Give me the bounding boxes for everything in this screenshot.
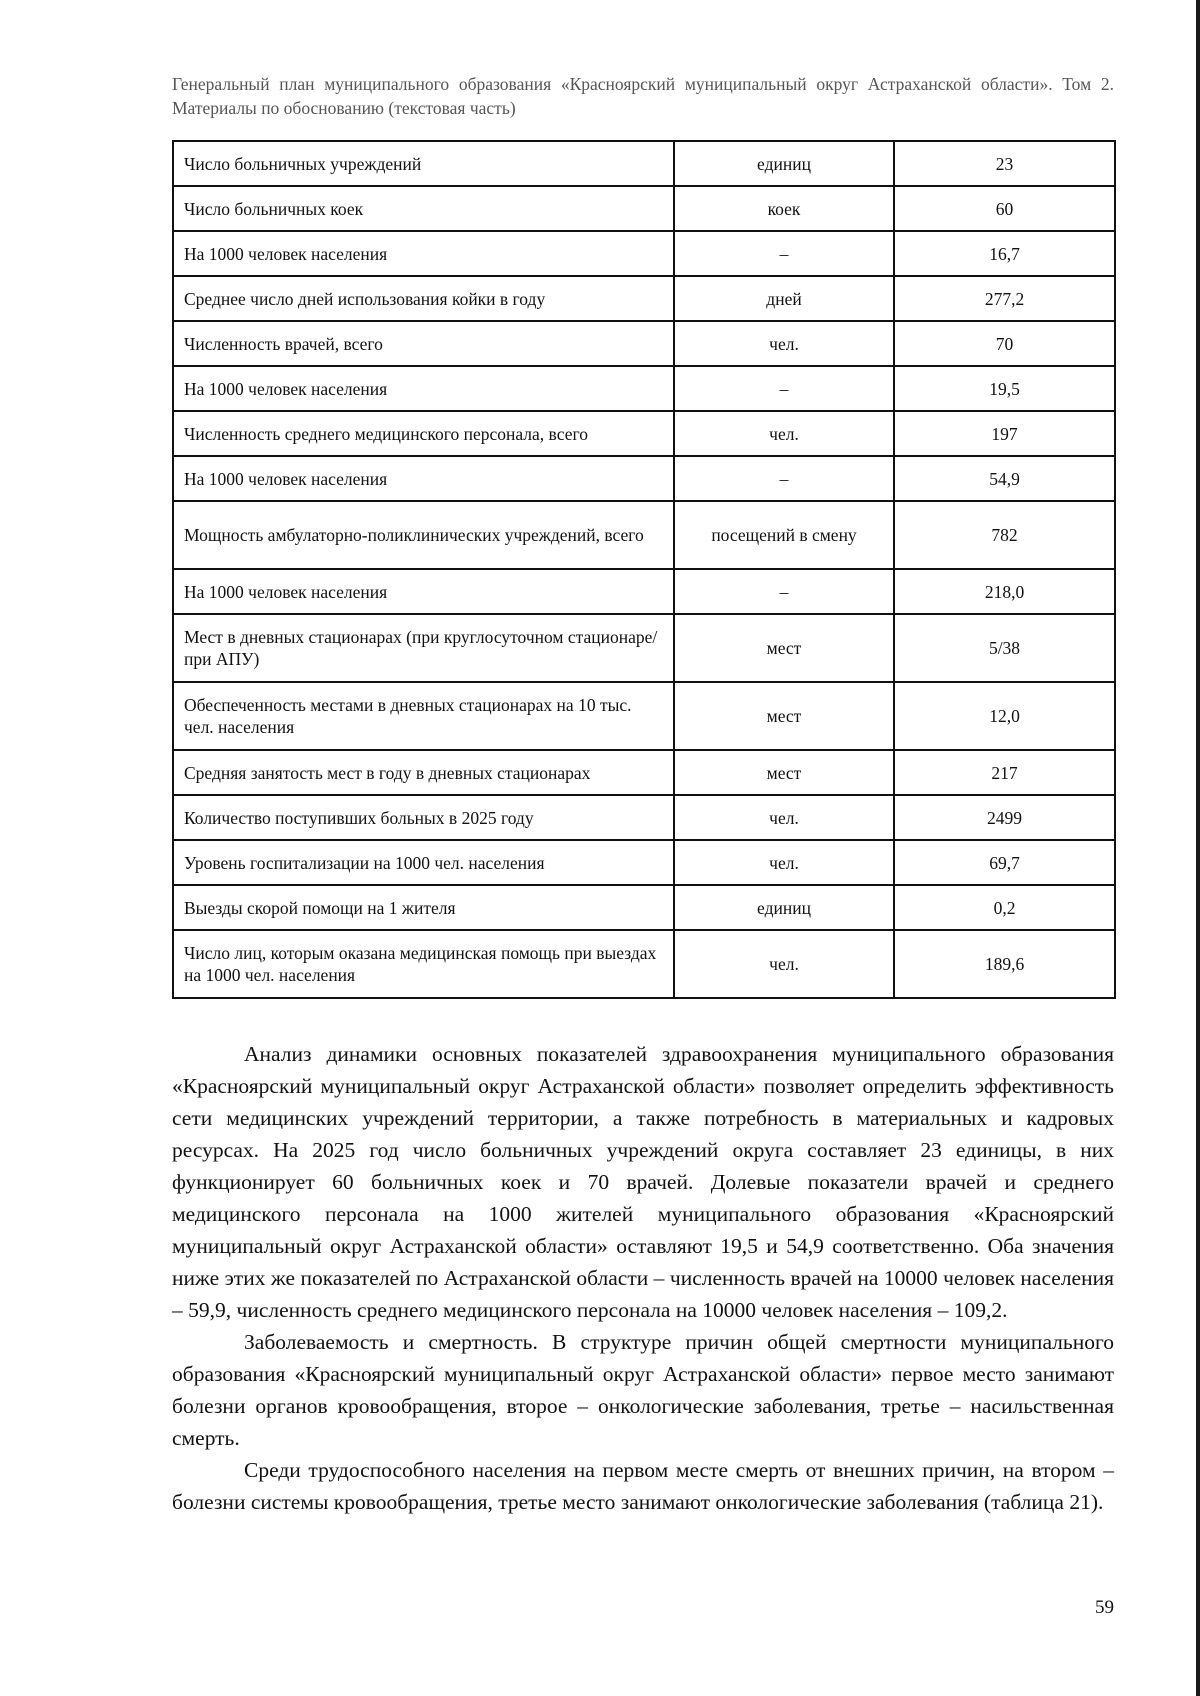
table-row <box>173 186 1115 231</box>
indicator-name-cell: На 1000 человек населения <box>173 366 674 411</box>
paragraph-healthcare-analysis: Анализ динамики основных показателей здравоохранения муниципального образования «Красноярский муниципальный округ Астраханской области» позволяет определить эффективность сети медицинских учреждений территории, а также потребность в материальных и кадровых ресурсах. На 2025 год число больничных учреждений округа составляет 23 единицы, в них функционирует 60 больничных коек и 70 врачей. Долевые показатели врачей и среднего медицинского персонала на 1000 жителей муниципального образования «Красноярский муниципальный округ Астраханской области» оставляют 19,5 и 54,9 соответственно. Оба значения ниже этих же показателей по Астраханской области – численность врачей на 10000 человек населения – 59,9, численность среднего медицинского персонала на 10000 человек населения – 109,2. <box>172 1042 1114 1322</box>
indicator-name-cell: На 1000 человек населения <box>173 456 674 501</box>
page-number: 59 <box>1095 1597 1114 1618</box>
table-row <box>173 366 1115 411</box>
unit-cell: чел. <box>674 840 894 885</box>
value-cell: 23 <box>894 141 1115 186</box>
indicator-name-cell: Количество поступивших больных в 2025 году <box>173 795 674 840</box>
value-cell: 16,7 <box>894 231 1115 276</box>
table-row <box>173 456 1115 501</box>
unit-cell: единиц <box>674 141 894 186</box>
indicator-name-cell: Обеспеченность местами в дневных стационарах на 10 тыс. чел. населения <box>173 682 674 750</box>
unit-cell: – <box>674 456 894 501</box>
value-cell: 19,5 <box>894 366 1115 411</box>
indicator-name-cell: Число больничных коек <box>173 186 674 231</box>
value-cell: 0,2 <box>894 885 1115 930</box>
indicator-name-cell: На 1000 человек населения <box>173 231 674 276</box>
table-row <box>173 614 1115 682</box>
value-cell: 277,2 <box>894 276 1115 321</box>
table-row <box>173 569 1115 614</box>
unit-cell: чел. <box>674 321 894 366</box>
unit-cell: – <box>674 569 894 614</box>
value-cell: 189,6 <box>894 930 1115 998</box>
value-cell: 12,0 <box>894 682 1115 750</box>
indicator-name-cell: Среднее число дней использования койки в году <box>173 276 674 321</box>
table-row <box>173 795 1115 840</box>
value-cell: 2499 <box>894 795 1115 840</box>
page-edge <box>1196 0 1200 1696</box>
unit-cell: – <box>674 366 894 411</box>
unit-cell: чел. <box>674 411 894 456</box>
indicator-name-cell: Число лиц, которым оказана медицинская помощь при выездах на 1000 чел. населения <box>173 930 674 998</box>
table-row <box>173 682 1115 750</box>
table-row <box>173 930 1115 998</box>
paragraph-morbidity-mortality: Заболеваемость и смертность. В структуре причин общей смертности муниципального образования «Красноярский муниципальный округ Астраханской области» первое место занимают болезни органов кровообращения, второе – онкологические заболевания, третье – насильственная смерть. <box>172 1330 1114 1450</box>
indicator-name-cell: Выезды скорой помощи на 1 жителя <box>173 885 674 930</box>
table-row <box>173 321 1115 366</box>
table-row <box>173 276 1115 321</box>
unit-cell: коек <box>674 186 894 231</box>
indicator-name-cell: Число больничных учреждений <box>173 141 674 186</box>
value-cell: 197 <box>894 411 1115 456</box>
table-row <box>173 750 1115 795</box>
indicator-name-cell: Численность среднего медицинского персонала, всего <box>173 411 674 456</box>
indicator-name-cell: Мощность амбулаторно-поликлинических учреждений, всего <box>173 501 674 569</box>
page-header: Генеральный план муниципального образования «Красноярский муниципальный округ Астраханской области». Том 2. Материалы по обоснованию (текстовая часть) <box>172 74 1114 118</box>
unit-cell: посещений в смену <box>674 501 894 569</box>
table-row <box>173 840 1115 885</box>
unit-cell: – <box>674 231 894 276</box>
unit-cell: мест <box>674 750 894 795</box>
value-cell: 5/38 <box>894 614 1115 682</box>
unit-cell: дней <box>674 276 894 321</box>
table-row <box>173 501 1115 569</box>
body-text <box>172 1038 1114 1518</box>
unit-cell: мест <box>674 682 894 750</box>
paragraph-working-age-mortality: Среди трудоспособного населения на первом месте смерть от внешних причин, на втором – болезни системы кровообращения, третье место занимают онкологические заболевания (таблица 21). <box>172 1458 1114 1514</box>
table-row <box>173 231 1115 276</box>
indicator-name-cell: Средняя занятость мест в году в дневных стационарах <box>173 750 674 795</box>
indicator-name-cell: Численность врачей, всего <box>173 321 674 366</box>
indicator-name-cell: Уровень госпитализации на 1000 чел. населения <box>173 840 674 885</box>
table-row <box>173 885 1115 930</box>
health-indicators-table <box>172 140 1116 999</box>
unit-cell: мест <box>674 614 894 682</box>
table-row <box>173 411 1115 456</box>
indicator-name-cell: Мест в дневных стационарах (при круглосуточном стационаре/при АПУ) <box>173 614 674 682</box>
value-cell: 54,9 <box>894 456 1115 501</box>
value-cell: 69,7 <box>894 840 1115 885</box>
unit-cell: единиц <box>674 885 894 930</box>
unit-cell: чел. <box>674 930 894 998</box>
value-cell: 217 <box>894 750 1115 795</box>
value-cell: 782 <box>894 501 1115 569</box>
value-cell: 218,0 <box>894 569 1115 614</box>
indicator-name-cell: На 1000 человек населения <box>173 569 674 614</box>
unit-cell: чел. <box>674 795 894 840</box>
value-cell: 70 <box>894 321 1115 366</box>
table-row <box>173 141 1115 186</box>
value-cell: 60 <box>894 186 1115 231</box>
